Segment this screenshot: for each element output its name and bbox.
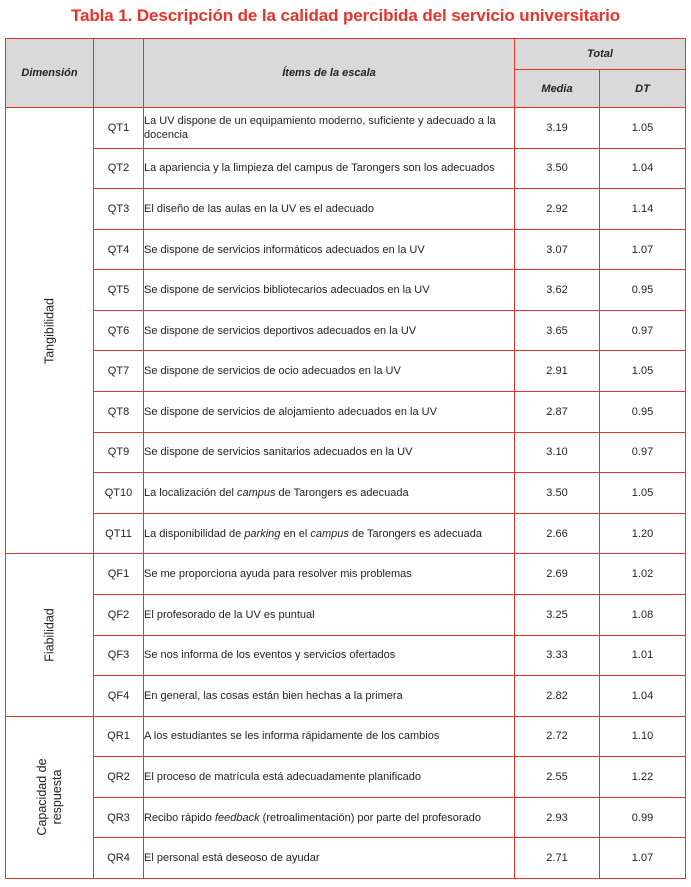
dt-value: 1.01 bbox=[600, 635, 686, 676]
media-value: 2.72 bbox=[515, 716, 600, 757]
table-row bbox=[6, 513, 686, 554]
media-value: 2.93 bbox=[515, 797, 600, 838]
dt-value: 1.04 bbox=[600, 148, 686, 189]
table-row bbox=[6, 473, 686, 514]
table-row bbox=[6, 392, 686, 433]
media-value: 2.87 bbox=[515, 392, 600, 433]
dt-value: 0.97 bbox=[600, 310, 686, 351]
table-row bbox=[6, 594, 686, 635]
item-code: QT11 bbox=[94, 513, 144, 554]
table-row bbox=[6, 838, 686, 879]
item-text: Se dispone de servicios bibliotecarios adecuados en la UV bbox=[144, 270, 515, 311]
item-code: QT5 bbox=[94, 270, 144, 311]
dimension-tangibilidad bbox=[6, 108, 94, 554]
table-row bbox=[6, 432, 686, 473]
table-row bbox=[6, 554, 686, 595]
table-row bbox=[6, 716, 686, 757]
table-title: Tabla 1. Descripción de la calidad percibida del servicio universitario bbox=[70, 6, 621, 25]
dt-value: 1.22 bbox=[600, 757, 686, 798]
media-value: 3.50 bbox=[515, 473, 600, 514]
media-value: 2.91 bbox=[515, 351, 600, 392]
item-code: QT3 bbox=[94, 189, 144, 230]
item-text bbox=[144, 473, 515, 514]
dt-value: 1.07 bbox=[600, 838, 686, 879]
header-items: Ítems de la escala bbox=[144, 39, 515, 108]
quality-table bbox=[5, 38, 686, 879]
item-code: QR2 bbox=[94, 757, 144, 798]
item-code: QT9 bbox=[94, 432, 144, 473]
item-text: Se dispone de servicios de ocio adecuados en la UV bbox=[144, 351, 515, 392]
header-total: Total bbox=[515, 39, 686, 70]
table-row bbox=[6, 310, 686, 351]
item-text bbox=[144, 513, 515, 554]
dt-value: 0.95 bbox=[600, 270, 686, 311]
table-row bbox=[6, 351, 686, 392]
dt-value: 1.05 bbox=[600, 108, 686, 149]
header-media: Media bbox=[515, 70, 600, 108]
item-code: QF1 bbox=[94, 554, 144, 595]
dt-value: 1.02 bbox=[600, 554, 686, 595]
header-code bbox=[94, 39, 144, 108]
item-text: La apariencia y la limpieza del campus de Tarongers son los adecuados bbox=[144, 148, 515, 189]
item-code: QT8 bbox=[94, 392, 144, 433]
table-row bbox=[6, 148, 686, 189]
item-text: El profesorado de la UV es puntual bbox=[144, 594, 515, 635]
dt-value: 0.95 bbox=[600, 392, 686, 433]
media-value: 3.50 bbox=[515, 148, 600, 189]
item-text: El diseño de las aulas en la UV es el adecuado bbox=[144, 189, 515, 230]
dt-value: 1.20 bbox=[600, 513, 686, 554]
media-value: 3.19 bbox=[515, 108, 600, 149]
dt-value: 1.14 bbox=[600, 189, 686, 230]
table-row bbox=[6, 229, 686, 270]
item-code: QR1 bbox=[94, 716, 144, 757]
item-text-part: de Tarongers es adecuada bbox=[348, 527, 483, 540]
table-row bbox=[6, 757, 686, 798]
dt-value: 1.07 bbox=[600, 229, 686, 270]
dimension-label: Capacidad de bbox=[34, 758, 49, 836]
media-value: 3.07 bbox=[515, 229, 600, 270]
item-code: QT2 bbox=[94, 148, 144, 189]
item-text: Se dispone de servicios sanitarios adecuados en la UV bbox=[144, 432, 515, 473]
item-code: QR3 bbox=[94, 797, 144, 838]
item-code: QF3 bbox=[94, 635, 144, 676]
media-value: 3.25 bbox=[515, 594, 600, 635]
item-text: A los estudiantes se les informa rápidamente de los cambios bbox=[144, 716, 515, 757]
item-text: Se dispone de servicios deportivos adecuados en la UV bbox=[144, 310, 515, 351]
item-text: En general, las cosas están bien hechas a la primera bbox=[144, 676, 515, 717]
media-value: 2.82 bbox=[515, 676, 600, 717]
item-text: El proceso de matrícula está adecuadamente planificado bbox=[144, 757, 515, 798]
dt-value: 1.05 bbox=[600, 351, 686, 392]
item-text-emphasis: campus bbox=[310, 527, 349, 540]
dimension-label: Tangibilidad bbox=[42, 297, 56, 364]
item-text-part: (retroalimentación) por parte del profesorado bbox=[259, 811, 481, 824]
dt-value: 1.05 bbox=[600, 473, 686, 514]
dt-value: 1.08 bbox=[600, 594, 686, 635]
table-row bbox=[6, 635, 686, 676]
dimension-capacidad-respuesta bbox=[6, 716, 94, 878]
media-value: 3.10 bbox=[515, 432, 600, 473]
media-value: 2.92 bbox=[515, 189, 600, 230]
item-code: QT7 bbox=[94, 351, 144, 392]
item-text: La UV dispone de un equipamiento moderno, suficiente y adecuado a la docencia bbox=[144, 108, 515, 149]
item-text-part: La disponibilidad de bbox=[144, 527, 245, 540]
media-value: 2.69 bbox=[515, 554, 600, 595]
dt-value: 1.10 bbox=[600, 716, 686, 757]
item-text-part: de Tarongers es adecuada bbox=[275, 486, 409, 499]
item-text-part: Recibo rápido bbox=[144, 811, 215, 824]
item-text-emphasis: campus bbox=[236, 486, 276, 499]
table-row bbox=[6, 189, 686, 230]
item-text: Se dispone de servicios informáticos adecuados en la UV bbox=[144, 229, 515, 270]
item-text-part: La localización del bbox=[144, 486, 237, 499]
item-code: QF4 bbox=[94, 676, 144, 717]
item-text-part: en el bbox=[280, 527, 311, 540]
media-value: 3.33 bbox=[515, 635, 600, 676]
header-dimension: Dimensión bbox=[6, 39, 94, 108]
media-value: 2.71 bbox=[515, 838, 600, 879]
media-value: 2.55 bbox=[515, 757, 600, 798]
header-dt: DT bbox=[600, 70, 686, 108]
item-text-emphasis: parking bbox=[244, 527, 281, 540]
item-text: Se dispone de servicios de alojamiento adecuados en la UV bbox=[144, 392, 515, 433]
dimension-label: Fiabilidad bbox=[42, 608, 56, 662]
media-value: 3.65 bbox=[515, 310, 600, 351]
item-text: Se nos informa de los eventos y servicios ofertados bbox=[144, 635, 515, 676]
table-row bbox=[6, 676, 686, 717]
item-text bbox=[144, 797, 515, 838]
dt-value: 0.99 bbox=[600, 797, 686, 838]
item-code: QF2 bbox=[94, 594, 144, 635]
item-code: QT4 bbox=[94, 229, 144, 270]
table-row bbox=[6, 270, 686, 311]
item-text-emphasis: feedback bbox=[214, 811, 260, 824]
item-code: QR4 bbox=[94, 838, 144, 879]
table-row bbox=[6, 797, 686, 838]
item-code: QT10 bbox=[94, 473, 144, 514]
media-value: 3.62 bbox=[515, 270, 600, 311]
dt-value: 0.97 bbox=[600, 432, 686, 473]
item-text: Se me proporciona ayuda para resolver mis problemas bbox=[144, 554, 515, 595]
dt-value: 1.04 bbox=[600, 676, 686, 717]
item-text: El personal está deseoso de ayudar bbox=[144, 838, 515, 879]
table-row bbox=[6, 108, 686, 149]
dimension-label: respuesta bbox=[49, 769, 64, 825]
media-value: 2.66 bbox=[515, 513, 600, 554]
item-code: QT1 bbox=[94, 108, 144, 149]
dimension-fiabilidad bbox=[6, 554, 94, 716]
item-code: QT6 bbox=[94, 310, 144, 351]
